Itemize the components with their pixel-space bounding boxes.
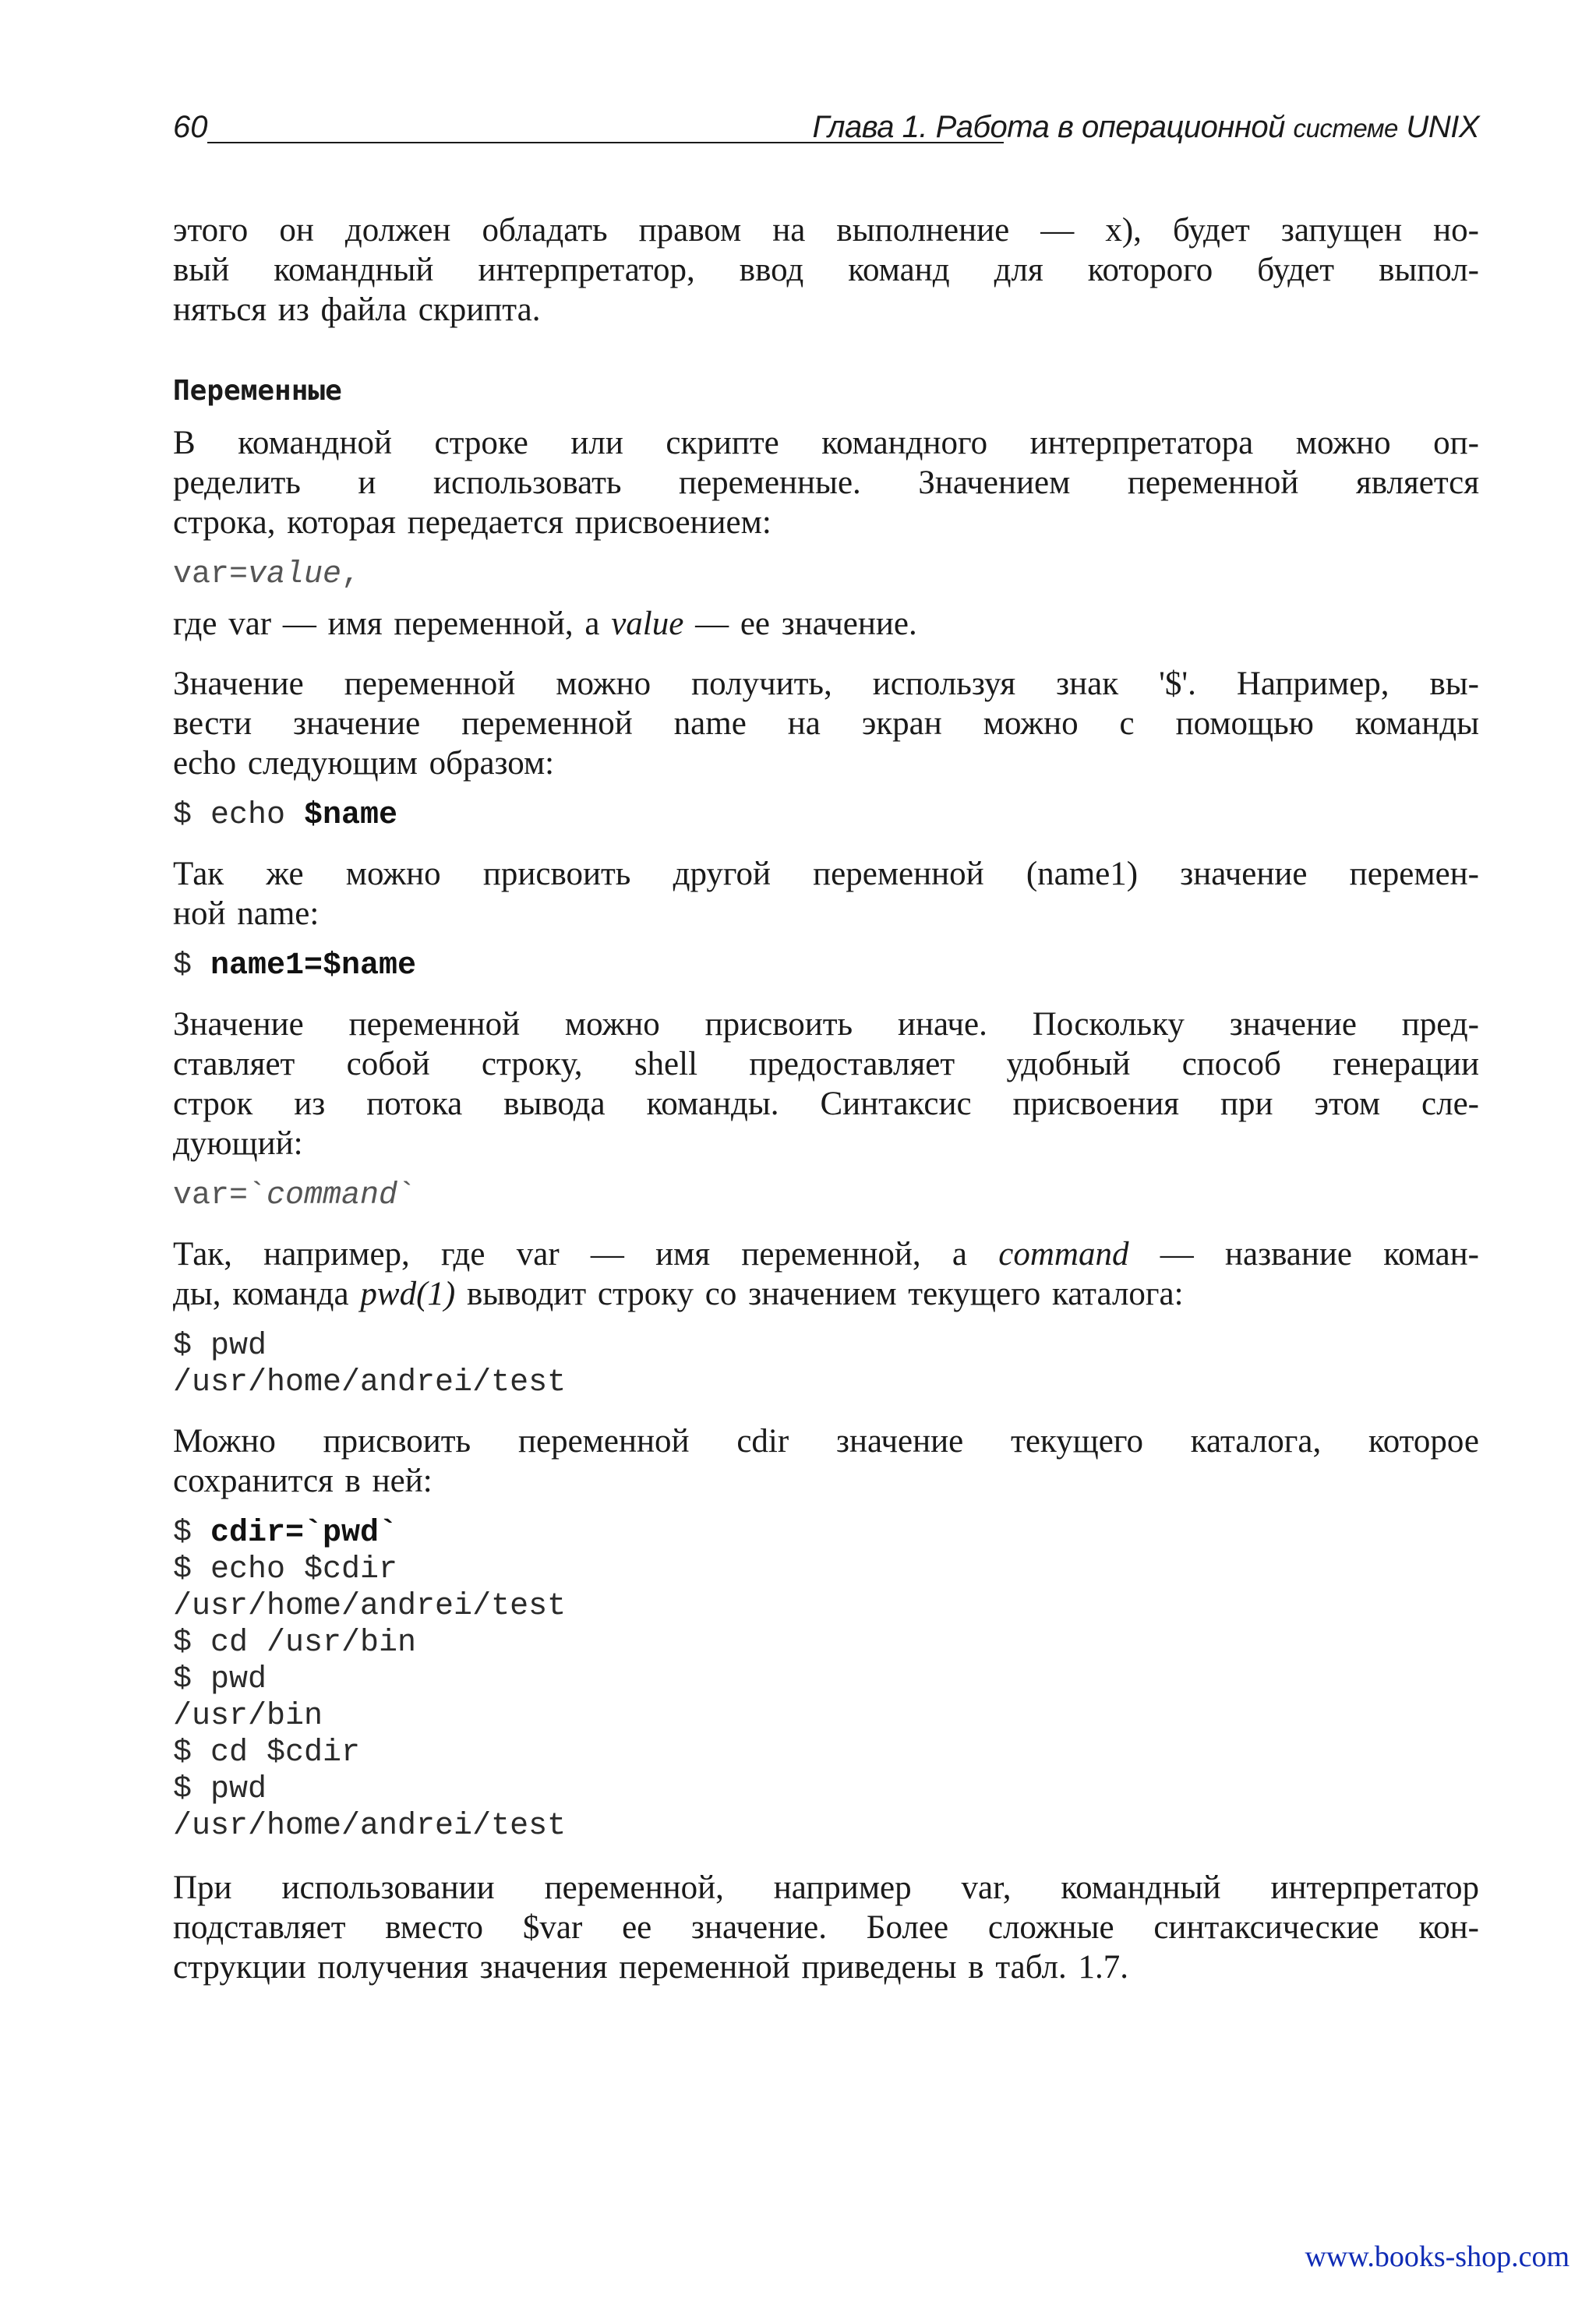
code-line: $ name1=$name: [173, 948, 417, 983]
paragraph: Так, например, где var — имя переменной, а command — название коман- ды, команда pwd(1) выводит строку со значением текущего каталога:: [173, 1236, 1479, 1312]
code-line: $ echo $name: [173, 798, 398, 833]
paragraph: Можно присвоить переменной cdir значение текущего каталога, которое сохранится в ней:: [173, 1423, 1479, 1499]
code-line: var=value,: [173, 557, 361, 592]
code-block: $ cdir=`pwd` $ echo $cdir /usr/home/andrei/test $ cd /usr/bin $ pwd /usr/bin $ cd $cdir $ pwd /usr/home/andrei/test: [173, 1516, 567, 1844]
paragraph: этого он должен обладать правом на выполнение — x), будет запущен но- вый командный интерпретатор, ввод команд для которого будет выпол- няться из файла скрипта.: [173, 212, 1479, 328]
paragraph: В командной строке или скрипте командного интерпретатора можно оп- ределить и использовать переменные. Значением переменной является строка, которая передается присвоением:: [173, 425, 1479, 541]
paragraph: Так же можно присвоить другой переменной (name1) значение перемен- ной name:: [173, 856, 1479, 932]
running-header: [173, 108, 1479, 147]
code-line: var=`command`: [173, 1178, 417, 1213]
paragraph: Значение переменной можно получить, используя знак '$'. Например, вы- вести значение переменной name на экран можно с помощью команды echo следующим образом:: [173, 666, 1479, 782]
paragraph: Значение переменной можно присвоить иначе. Поскольку значение пред- ставляет собой строку, shell предоставляет удобный способ генерации строк из потока вывода команды. Синтаксис присвоения при этом сле- дующий:: [173, 1006, 1479, 1162]
page-body: [173, 210, 1479, 1987]
chapter-title: Глава 1. Работа в операционной системе UNIX: [812, 110, 1479, 144]
code-block: $ pwd /usr/home/andrei/test: [173, 1329, 567, 1400]
paragraph: При использовании переменной, например var, командный интерпретатор подставляет вместо $var ее значение. Более сложные синтаксические кон- струкции получения значения переменной приведены в табл. 1.7.: [173, 1869, 1479, 1986]
footer-link[interactable]: www.books-shop.com: [1305, 2240, 1570, 2273]
page-number: 60: [173, 110, 208, 144]
paragraph: где var — имя переменной, а value — ее значение.: [173, 606, 917, 642]
section-heading: Переменные: [173, 375, 342, 407]
